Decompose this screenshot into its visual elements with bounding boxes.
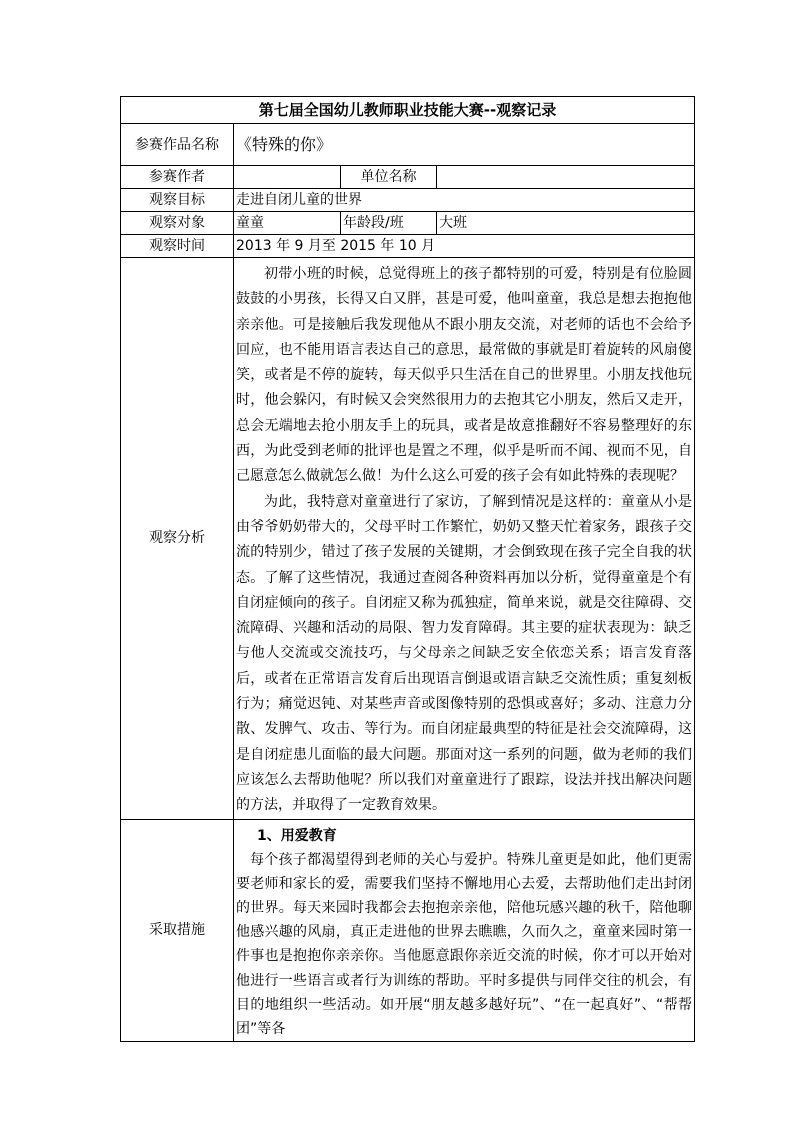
age-class-label: 年龄段/班: [341, 212, 437, 235]
observation-record-page: [120, 96, 693, 1042]
unit-name-label: 单位名称: [341, 166, 437, 189]
work-name-label: 参赛作品名称: [121, 124, 234, 166]
author-value: [234, 166, 341, 189]
time-label: 观察时间: [121, 235, 234, 258]
target-value: 童童: [234, 212, 341, 235]
target-label: 观察对象: [121, 212, 234, 235]
analysis-label: 观察分析: [121, 258, 234, 820]
goal-value: 走进自闭儿童的世界: [234, 189, 695, 212]
measures-label: 采取措施: [121, 819, 234, 1042]
work-name-value: 《特殊的你》: [234, 124, 695, 166]
analysis-paragraph: 初带小班的时候，总觉得班上的孩子都特别的可爱，特别是有位脸圆鼓鼓的小男孩，长得又白又胖，甚是可爱，他叫童童，我总是想去抱抱他亲亲他。可是接触后我发现他从不跟小朋友交流，对老师的话也不会给予回应，也不能用语言表达自己的意思，最常做的事就是盯着旋转的风扇傻笑，或者是不停的旋转，每天似乎只生活在自己的世界里。小朋友找他玩时，他会躲闪，有时候又会突然很用力的去抱其它小朋友，然后又走开，总会无端地去抢小朋友手上的玩具，或者是故意推翻好不容易整理好的东西，为此受到老师的批评也是置之不理，似乎是听而不闻、视而不见，自己愿意怎么做就怎么做！为什么这么可爱的孩子会有如此特殊的表现呢？: [236, 266, 693, 485]
goal-label: 观察目标: [121, 189, 234, 212]
document-title: 第七届全国幼儿教师职业技能大赛--观察记录: [121, 97, 695, 124]
time-value: 2013 年 9 月至 2015 年 10 月: [234, 235, 695, 258]
analysis-paragraph: 为此，我特意对童童进行了家访，了解到情况是这样的：童童从小是由爷爷奶奶带大的，父母平时工作繁忙，奶奶又整天忙着家务，跟孩子交流的特别少，错过了孩子发展的关键期，才会倒致现在孩子完全自我的状态。了解了这些情况，我通过查阅各种资料再加以分析，觉得童童是个有自闭症倾向的孩子。自闭症又称为孤独症，简单来说，就是交往障碍、交流障碍、兴趣和活动的局限、智力发育障碍。其主要的症状表现为：缺乏与他人交流或交流技巧，与父母亲之间缺乏安全依恋关系；语言发育落后，或者在正常语言发育后出现语言倒退或语言缺乏交流性质；重复刻板行为；痛觉迟钝、对某些声音或图像特别的恐惧或喜好；多动、注意力分散、发脾气、攻击、等行为。而自闭症最典型的特征是社会交流障碍，这是自闭症患儿面临的最大问题。那面对这一系列的问题，做为老师的我们应该怎么去帮助他呢？所以我们对童童进行了跟踪，设法并找出解决问题的方法，并取得了一定教育效果。: [236, 493, 693, 814]
author-label: 参赛作者: [121, 166, 234, 189]
analysis-content: [234, 258, 695, 820]
observation-record-table: [120, 96, 695, 1042]
age-class-value: 大班: [437, 212, 695, 235]
unit-name-value: [437, 166, 695, 189]
measures-subtitle: 1、用爱教育: [257, 827, 337, 844]
measures-paragraph: 每个孩子都渴望得到老师的关心与爱护。特殊儿童更是如此，他们更需要老师和家长的爱，需要我们坚持不懈地用心去爱，去帮助他们走出封闭的世界。每天来园时我都会去抱抱亲亲他，陪他玩感兴趣的秋千，陪他聊他感兴趣的风扇，真正走进他的世界去瞧瞧，久而久之，童童来园时第一件事也是抱抱你亲亲你。当他愿意跟你亲近交流的时候，你才可以开始对他进行一些语言或者行为训练的帮助。平时多提供与同伴交往的机会，有目的地组织一些活动。如开展“朋友越多越好玩”、“在一起真好”、“帮帮团”等各: [236, 851, 693, 1037]
measures-content: [234, 819, 695, 1042]
